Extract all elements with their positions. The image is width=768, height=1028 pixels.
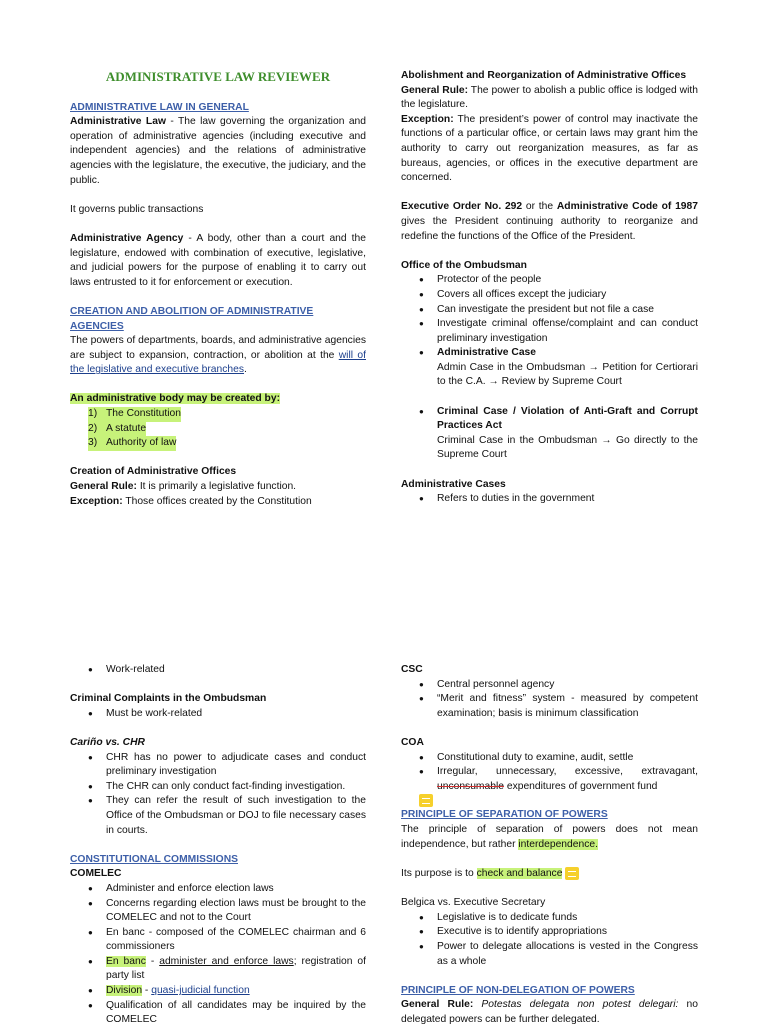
eo-292-paragraph: Executive Order No. 292 or the Administrative Code of 1987 gives the President continuing authority to reorganize and redefine the functions of the Office of the President.: [401, 201, 698, 242]
will-link[interactable]: will of the legislative and executive branches: [70, 349, 366, 376]
carino-heading: Cariño vs. CHR: [70, 736, 145, 748]
list-item: ● CHR has no power to adjudicate cases and conduct preliminary investigation: [106, 751, 366, 780]
page2-left-column: [70, 663, 366, 1028]
created-by-list: [70, 407, 366, 451]
list-item: ● Administrative Case: [437, 346, 698, 361]
work-related-list: [70, 663, 366, 678]
abolishment-heading: Abolishment and Reorganization of Administrative Offices: [401, 70, 687, 81]
list-item: ● Central personnel agency: [437, 678, 698, 693]
comelec-heading: COMELEC: [70, 868, 122, 880]
list-item: ● Refers to duties in the government: [437, 492, 698, 507]
admin-case-text: Admin Case in the Ombudsman → Petition for Certiorari to the C.A. → Review by Supreme Court: [437, 361, 698, 388]
list-item: ● “Merit and fitness” system - measured by competent examination; basis is minimum classification: [437, 692, 698, 721]
list-item: ● Executive is to identify appropriations: [437, 925, 698, 940]
list-item: ● Irregular, unnecessary, excessive, extravagant, unconsumable expenditures of government fund: [437, 765, 698, 794]
list-item: ● En banc - composed of the COMELEC chairman and 6 commissioners: [106, 926, 366, 955]
list-item: ● Constitutional duty to examine, audit, settle: [437, 751, 698, 766]
list-item: ● Investigate criminal offense/complaint and can conduct preliminary investigation: [437, 317, 698, 346]
list-item: ● Must be work-related: [106, 707, 366, 722]
section-heading-const-commissions: CONSTITUTIONAL COMMISSIONS: [70, 853, 238, 865]
comelec-list: [70, 882, 366, 1028]
csc-list: [401, 678, 698, 722]
purpose-paragraph: Its purpose is to check and balance: [401, 867, 698, 882]
abolish-general-rule: General Rule: The power to abolish a public office is lodged with the legislature.: [401, 84, 698, 111]
criminal-complaints-heading: Criminal Complaints in the Ombudsman: [70, 693, 267, 705]
list-item: ● Can investigate the president but not file a case: [437, 303, 698, 318]
csc-heading: CSC: [401, 664, 423, 675]
coa-heading: COA: [401, 736, 424, 748]
ombudsman-list: [401, 273, 698, 361]
abolish-exception: Exception: The president’s power of control may inactivate the functions of a particular office, or certain laws may grant him the authority to carry out reorganization measures, as far as bureaus, agencies, or offices in the executive department are concerned.: [401, 113, 698, 184]
list-item: ● Qualification of all candidates may be inquired by the COMELEC: [106, 999, 366, 1028]
comment-icon[interactable]: [419, 794, 433, 807]
belgica-heading: Belgica vs. Executive Secretary: [401, 897, 546, 909]
admin-cases-list: [401, 492, 698, 507]
section-heading-non-delegation: PRINCIPLE OF NON-DELEGATION OF POWERS: [401, 984, 635, 996]
exception: Exception: Those offices created by the Constitution: [70, 495, 312, 507]
list-item: ● Division - quasi-judicial function: [106, 984, 366, 999]
page1-left-column: [70, 70, 366, 509]
non-delegation-rule: General Rule: Potestas delegata non potest delegari: no delegated powers can be further delegated.: [401, 999, 699, 1025]
comment-icon[interactable]: [565, 867, 579, 880]
section-heading-admin-law: ADMINISTRATIVE LAW IN GENERAL: [70, 101, 249, 113]
coa-list: [401, 751, 698, 795]
criminal-case-list: [401, 405, 698, 434]
created-by-heading: An administrative body may be created by:: [70, 393, 281, 405]
list-item: ● They can refer the result of such investigation to the Office of the Ombudsman or DOJ to file necessary cases in courts.: [106, 794, 366, 838]
criminal-complaints-list: [70, 707, 366, 722]
separation-paragraph: The principle of separation of powers does not mean independence, but rather interdependence.: [401, 823, 698, 850]
admin-agency-definition: Administrative Agency - A body, other than a court and the legislature, endowed with combination of executive, legislative, and judicial powers for the purpose of enabling it to carry out laws entrusted to it for enforcement or execution.: [70, 232, 366, 288]
belgica-list: [401, 911, 698, 969]
admin-law-definition: Administrative Law - The law governing the organization and operation of administrative agencies (including executive and independent agencies) and the relations of administrative agencies with the legislature, the executive, the judiciary, and the public.: [70, 116, 366, 186]
section-heading-creation-abolition: CREATION AND ABOLITION OF ADMINISTRATIVE AGENCIES: [70, 305, 314, 332]
list-item: ● Work-related: [106, 663, 366, 678]
list-item: 1) The Constitution: [88, 407, 366, 422]
admin-cases-heading: Administrative Cases: [401, 478, 506, 490]
powers-paragraph: The powers of departments, boards, and administrative agencies are subject to expansion, contraction, or abolition at the will of the legislative and executive branches.: [70, 335, 366, 376]
list-item: 2) A statute: [88, 422, 366, 437]
list-item: ● Concerns regarding election laws must be brought to the COMELEC and not to the Court: [106, 897, 366, 926]
page2-right-column: [401, 663, 698, 1027]
list-item: ● The CHR can only conduct fact-finding investigation.: [106, 780, 366, 795]
list-item: ● Criminal Case / Violation of Anti-Graft and Corrupt Practices Act: [437, 405, 698, 434]
list-item: ● Covers all offices except the judiciary: [437, 288, 698, 303]
list-item: ● Legislative is to dedicate funds: [437, 911, 698, 926]
list-item: ● Administer and enforce election laws: [106, 882, 366, 897]
governs-text: It governs public transactions: [70, 203, 204, 215]
ombudsman-heading: Office of the Ombudsman: [401, 259, 527, 271]
page1-right-column: [401, 69, 698, 507]
section-heading-separation: PRINCIPLE OF SEPARATION OF POWERS: [401, 809, 608, 821]
list-item: 3) Authority of law: [88, 436, 366, 451]
list-item: ● Protector of the people: [437, 273, 698, 288]
list-item: ● Power to delegate allocations is vested in the Congress as a whole: [437, 940, 698, 969]
document-title: ADMINISTRATIVE LAW REVIEWER: [105, 69, 331, 84]
creation-offices-heading: Creation of Administrative Offices: [70, 466, 237, 478]
list-item: ● En banc - administer and enforce laws; registration of party list: [106, 955, 366, 984]
carino-list: [70, 751, 366, 839]
general-rule: General Rule: It is primarily a legislative function.: [70, 481, 297, 493]
criminal-case-text: Criminal Case in the Ombudsman → Go directly to the Supreme Court: [437, 434, 698, 461]
